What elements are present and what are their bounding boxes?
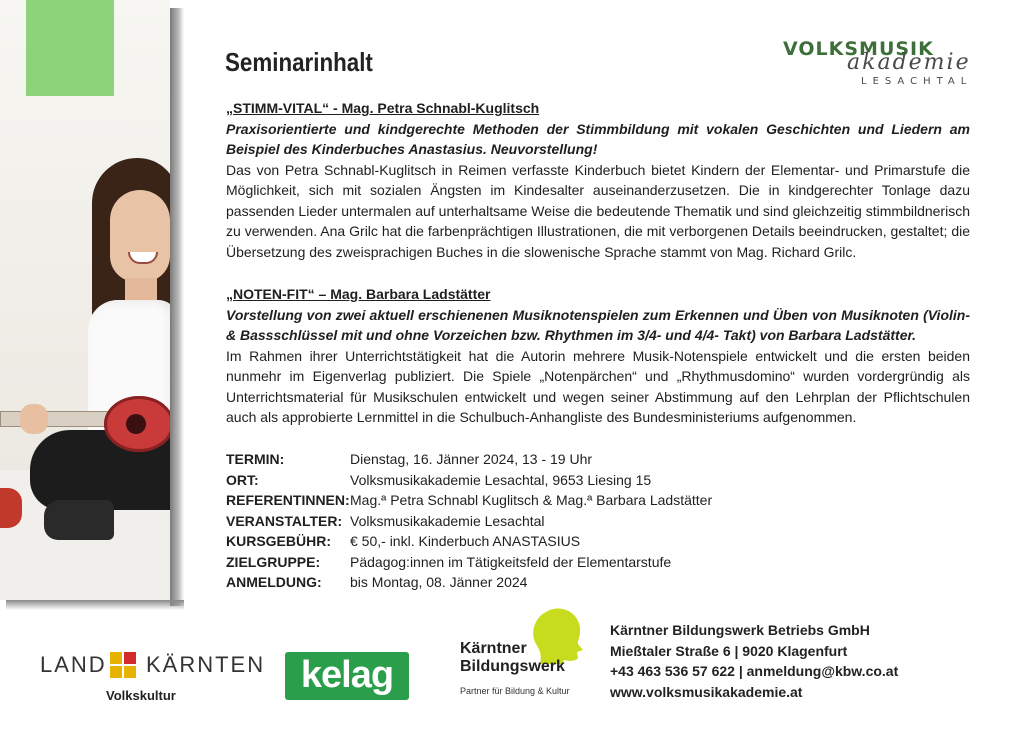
info-key: ANMELDUNG: [226,574,322,590]
info-value: Volksmusikakademie Lesachtal [350,512,545,529]
info-row-kursgebuehr [226,531,826,552]
info-key: ZIELGRUPPE: [226,553,321,570]
green-card-shape [26,0,114,96]
red-object-shape [0,488,22,528]
event-info-table [226,449,826,593]
kaernten-text: KÄRNTEN [146,652,266,677]
boot-shape [44,500,114,540]
contact-phone-email[interactable]: +43 463 536 57 622 | anmeldung@kbw.co.at [610,663,899,679]
contact-block [610,620,898,702]
info-key: TERMIN: [226,451,285,467]
contact-company: Kärntner Bildungswerk Betriebs GmbH [610,622,870,638]
section-noten-fit [226,284,970,428]
logo-line-akademie: akademie [847,50,971,75]
info-value: bis Montag, 08. Jänner 2024 [350,574,528,590]
land-kaernten-logo [40,652,266,703]
info-value: Dienstag, 16. Jänner 2024, 13 - 19 Uhr [350,451,593,467]
photo-shadow-right [170,8,184,606]
info-row-veranstalter [226,511,826,532]
kelag-logo [285,652,409,700]
info-row-referentinnen [226,490,826,511]
kbw-line1: Kärntner [460,640,527,657]
contact-website-link[interactable]: www.volksmusikakademie.at [610,683,803,700]
info-row-termin [226,449,826,470]
photo-shadow-bottom [6,600,184,610]
info-key: ORT: [226,471,259,488]
hand-shape [20,404,48,434]
ukulele-hole-shape [126,414,146,434]
land-text: LAND [40,652,107,677]
logo-line-lesachtal: LESACHTAL [861,76,973,87]
head-profile-icon [528,606,584,664]
face-shape [110,190,170,282]
kbw-line2: Bildungswerk [460,658,565,675]
info-key: KURSGEBÜHR: [226,533,331,549]
section-stimm-vital [226,98,970,262]
info-key: VERANSTALTER: [226,512,343,529]
kbw-tagline: Partner für Bildung & Kultur [460,686,570,696]
volkskultur-text: Volkskultur [106,688,176,703]
kbw-logo [458,606,598,706]
section2-heading: „NOTEN-FIT“ – Mag. Barbara Ladstätter [226,286,491,302]
info-key: REFERENTINNEN: [226,492,350,508]
kelag-text: kelag [300,654,394,696]
seminar-photo [0,0,170,600]
contact-address: Mießtaler Straße 6 | 9020 Klagenfurt [610,642,848,659]
info-row-anmeldung [226,572,826,593]
info-row-ort [226,470,826,491]
page-title: Seminarinhalt [225,47,373,77]
section2-lead: Vorstellung von zwei aktuell erschienenen Musiknotenspielen zum Erkennen und Üben von Musiknoten (Violin- & Bassschlüssel mit und ohne Vorzeichen bzw. Rhythmen im 3/4- und 4/4- Takt) von Barbara Ladstätter. [226,306,970,343]
info-value: Volksmusikakademie Lesachtal, 9653 Liesing 15 [350,471,652,488]
ukulele-neck-shape [0,411,112,427]
land-kaernten-emblem-icon [110,652,136,678]
info-row-zielgruppe [226,552,826,573]
info-value: € 50,- inkl. Kinderbuch ANASTASIUS [350,533,581,549]
info-value: Mag.ª Petra Schnabl Kuglitsch & Mag.ª Barbara Ladstätter [350,492,713,508]
section1-body: Das von Petra Schnabl-Kuglitsch in Reimen verfasste Kinderbuch bietet Kindern der Elementar- und Primarstufe die Möglichkeit, sich mit sozialen Ängsten im Kindesalter auseinanderzusetzen. Die in kindgerechter Tonlage dazu passenden Lieder untermalen auf unterhaltsame Weise die bedeutende Thematik und sind gleichzeitig stimmbildnerisch zu verwenden. Ana Grilc hat die farbenprächtigen Illustrationen, die mit verborgenen Details beeindrucken, gestaltet; die Übersetzung des zweisprachigen Buches in die slowenische Sprache stammt von Mag. Richard Grilc. [226,161,970,260]
section2-body: Im Rahmen ihrer Unterrichtstätigkeit hat die Autorin mehrere Musik-Notenspiele entwickelt und die ersten beiden nunmehr im Eigenverlag publiziert. Die Spiele „Notenpärchen“ und „Rhythmusdomino“ wurden vordergründig als Unterrichtsmaterial für Musikschulen entwickelt und wegen seiner Abstimmung auf den Lehrplan der Pflichtschulen auch als approbierte Lernmittel in die Schulbuch-Anhangliste des Bundesministeriums aufgenommen. [226,347,970,425]
section1-heading: „STIMM-VITAL“ - Mag. Petra Schnabl-Kuglitsch [226,100,540,116]
logo-line-volksmusik: VOLKSMUSIK [783,38,934,60]
info-value: Pädagog:innen im Tätigkeitsfeld der Elementarstufe [350,553,672,570]
section1-lead: Praxisorientierte und kindgerechte Methoden der Stimmbildung mit vokalen Geschichten und Liedern am Beispiel des Kinderbuches Anastasius. Neuvorstellung! [226,120,970,157]
volksmusik-logo [783,38,973,90]
